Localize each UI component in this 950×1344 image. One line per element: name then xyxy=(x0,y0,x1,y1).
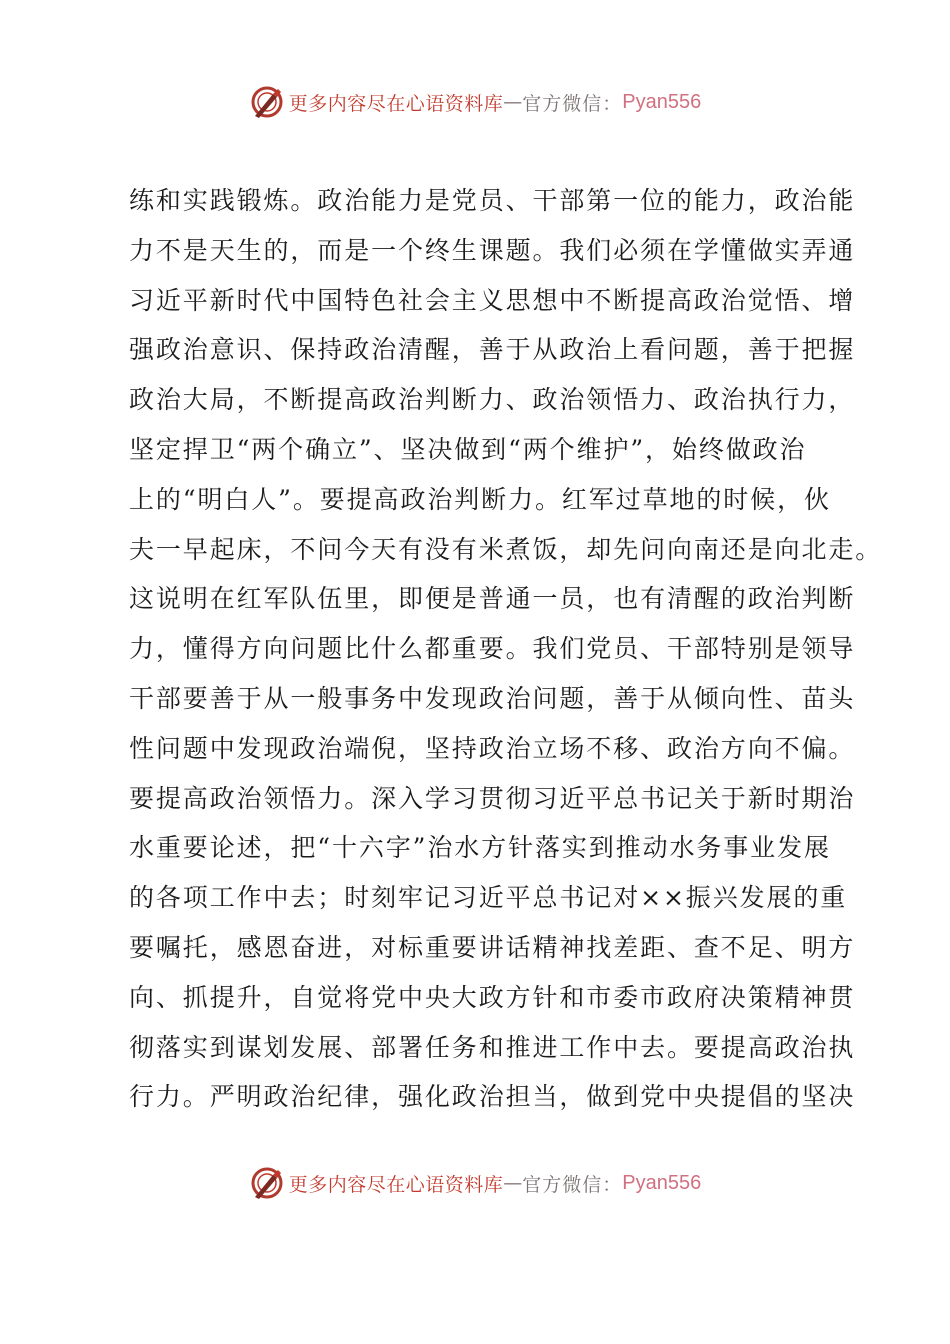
wechat-label: 官方微信： xyxy=(522,92,623,115)
body-line: 向、抓提升，自觉将党中央大政方针和市委市政府决策精神贯 xyxy=(129,982,856,1012)
body-line: 坚定捍卫“两个确立”、坚决做到“两个维护”，始终做政治 xyxy=(129,434,807,464)
body-line: 上的“明白人”。要提高政治判断力。红军过草地的时候，伙 xyxy=(129,484,831,514)
body-line: 性问题中发现政治端倪，坚持政治立场不移、政治方向不偏。 xyxy=(129,733,856,763)
body-line: 这说明在红军队伍里，即便是普通一员，也有清醒的政治判断 xyxy=(129,584,856,614)
body-line: 夫一早起床，不问今天有没有米煮饭，却先问向南还是向北走。 xyxy=(129,534,883,564)
body-line: 水重要论述，把“十六字”治水方针落实到推动水务事业发展 xyxy=(129,833,831,863)
footer-banner xyxy=(0,1161,950,1205)
body-line: 行力。严明政治纪律，强化政治担当，做到党中央提倡的坚决 xyxy=(129,1082,856,1112)
document-body xyxy=(129,176,883,1122)
wechat-label: 官方微信： xyxy=(522,1173,623,1196)
wechat-id: Pyan556 xyxy=(622,1171,702,1194)
promo-text: 更多内容尽在心语资料库 xyxy=(288,92,504,115)
pen-logo-icon xyxy=(249,1165,285,1201)
body-line: 习近平新时代中国特色社会主义思想中不断提高政治觉悟、增 xyxy=(129,285,856,315)
body-line: 强政治意识、保持政治清醒，善于从政治上看问题，善于把握 xyxy=(129,335,856,365)
body-line: 的各项工作中去；时刻牢记习近平总书记对××振兴发展的重 xyxy=(129,883,848,913)
separator: — xyxy=(503,91,523,113)
body-line: 政治大局，不断提高政治判断力、政治领悟力、政治执行力， xyxy=(129,385,856,415)
body-line: 练和实践锻炼。政治能力是党员、干部第一位的能力，政治能 xyxy=(129,186,856,215)
separator: — xyxy=(503,1172,523,1194)
promo-text: 更多内容尽在心语资料库 xyxy=(288,1173,504,1196)
body-line: 干部要善于从一般事务中发现政治问题，善于从倾向性、苗头 xyxy=(129,683,856,713)
pen-logo-icon xyxy=(249,84,285,120)
body-line: 力，懂得方向问题比什么都重要。我们党员、干部特别是领导 xyxy=(129,634,856,664)
body-line: 要嘱托，感恩奋进，对标重要讲话精神找差距、查不足、明方 xyxy=(129,932,856,962)
wechat-id: Pyan556 xyxy=(622,90,702,113)
header-banner xyxy=(0,80,950,124)
body-line: 力不是天生的，而是一个终生课题。我们必须在学懂做实弄通 xyxy=(129,235,856,265)
body-line: 要提高政治领悟力。深入学习贯彻习近平总书记关于新时期治 xyxy=(129,783,856,813)
body-line: 彻落实到谋划发展、部署任务和推进工作中去。要提高政治执 xyxy=(129,1032,856,1062)
